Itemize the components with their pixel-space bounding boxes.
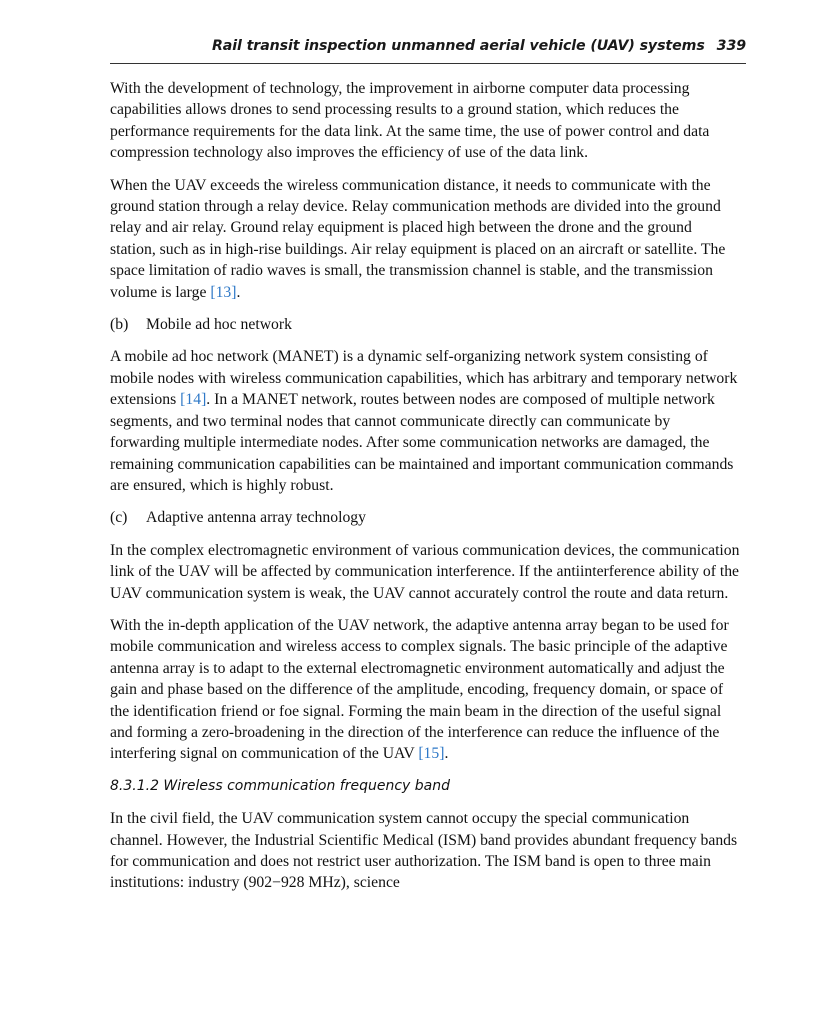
paragraph-ism-band: In the civil field, the UAV communication system cannot occupy the special communication channel. However, the Industrial Scientific Medical (ISM) band provides abundant frequency bands for communication and does not restrict user authorization. The ISM band is open to three main institutions: industry (902−928 MHz), science [110,810,738,892]
paragraph-interference: In the complex electromagnetic environment of various communication devices, the communication link of the UAV will be affected by communication interference. If the antiinterference ability of the UAV communication system is weak, the UAV cannot accurately control the route and data return. [110,541,740,602]
list-heading-c [110,507,740,528]
list-title-b: Mobile ad hoc network [146,316,292,334]
paragraph-antenna [110,615,740,765]
paragraph-manet-text-1: A mobile ad hoc network (MANET) is a dynamic self-organizing network system consisting of mobile nodes with wireless communication capabilities, which has arbitrary and temporary network extensions [110,348,738,409]
body-text [110,78,740,905]
page-number: 339 [716,38,746,54]
running-header [110,38,746,54]
list-label-c: (c) [110,509,128,527]
paragraph-relay-end: . [236,283,241,301]
paragraph-antenna-text: With the in-depth application of the UAV network, the adaptive antenna array began to be used for mobile communication and wireless access to complex signals. The basic principle of the adaptive antenna array is to adapt to the external electromagnetic environment automatically and adjust the gain and phase based on the difference of the amplitude, encoding, frequency domain, or space of the identification friend or foe signal. Forming the main beam in the direction of the useful signal and forming a zero-broadening in the direction of the interference can reduce the influence of the interfering signal on communication of the UAV [110,616,729,763]
list-heading-b [110,314,740,335]
list-label-b: (b) [110,316,129,334]
header-rule [110,63,746,64]
section-heading: 8.3.1.2 Wireless communication frequency band [110,777,450,794]
paragraph-manet-text-2: . In a MANET network, routes between nodes are composed of multiple network segments, and two terminal nodes that cannot communicate directly can communicate by forwarding multiple intermediate nodes. After some communication networks are damaged, the remaining communication capabilities can be maintained and important communication commands are ensured, which is highly robust. [110,391,734,494]
citation-15[interactable]: [15] [418,745,445,763]
paragraph-data-link: With the development of technology, the improvement in airborne computer data processing capabilities allows drones to send processing results to a ground station, which reduces the performance requirements for the data link. At the same time, the use of power control and data compression technology also improves the efficiency of use of the data link. [110,80,710,162]
paragraph-antenna-end: . [444,745,449,763]
citation-14[interactable]: [14] [180,391,207,409]
citation-13[interactable]: [13] [210,283,237,301]
running-header-title: Rail transit inspection unmanned aerial vehicle (UAV) systems [211,38,705,54]
list-title-c: Adaptive antenna array technology [146,509,366,527]
paragraph-relay [110,175,740,303]
paragraph-relay-text: When the UAV exceeds the wireless communication distance, it needs to communicate with the ground station through a relay device. Relay communication methods are divided into the ground relay and air relay. Ground relay equipment is placed high between the drone and the ground station, such as in high-rise buildings. Air relay equipment is placed on an aircraft or satellite. The space limitation of radio waves is small, the transmission channel is stable, and the transmission volume is large [110,176,726,301]
paragraph-manet [110,346,740,496]
